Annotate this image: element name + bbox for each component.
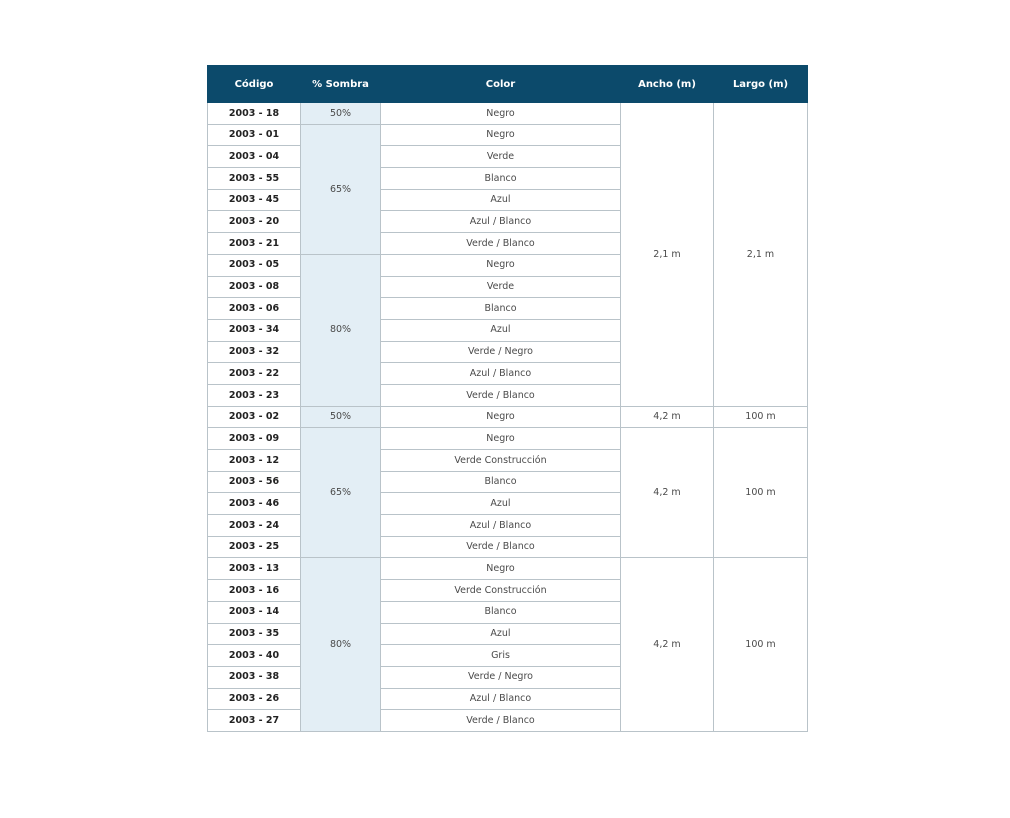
cell-color: Blanco bbox=[381, 168, 621, 190]
cell-color: Verde Construcción bbox=[381, 580, 621, 602]
header-row bbox=[208, 66, 808, 103]
cell-code: 2003 - 23 bbox=[208, 384, 301, 406]
cell-color: Negro bbox=[381, 124, 621, 146]
cell-color: Verde / Blanco bbox=[381, 384, 621, 406]
cell-color: Azul bbox=[381, 189, 621, 211]
cell-code: 2003 - 25 bbox=[208, 536, 301, 558]
product-table-container bbox=[207, 65, 807, 732]
cell-largo: 100 m bbox=[714, 558, 808, 732]
cell-color: Azul / Blanco bbox=[381, 688, 621, 710]
cell-color: Negro bbox=[381, 406, 621, 428]
cell-shade: 65% bbox=[301, 428, 381, 558]
cell-color: Blanco bbox=[381, 471, 621, 493]
cell-code: 2003 - 09 bbox=[208, 428, 301, 450]
cell-code: 2003 - 01 bbox=[208, 124, 301, 146]
cell-code: 2003 - 12 bbox=[208, 450, 301, 472]
cell-largo: 100 m bbox=[714, 406, 808, 428]
table-header bbox=[208, 66, 808, 103]
cell-color: Negro bbox=[381, 103, 621, 125]
cell-code: 2003 - 56 bbox=[208, 471, 301, 493]
cell-code: 2003 - 24 bbox=[208, 515, 301, 537]
cell-largo: 2,1 m bbox=[714, 103, 808, 407]
header-ancho: Ancho (m) bbox=[621, 66, 714, 103]
header-largo: Largo (m) bbox=[714, 66, 808, 103]
cell-color: Negro bbox=[381, 254, 621, 276]
cell-shade: 50% bbox=[301, 103, 381, 125]
cell-code: 2003 - 20 bbox=[208, 211, 301, 233]
header-code: Código bbox=[208, 66, 301, 103]
cell-code: 2003 - 32 bbox=[208, 341, 301, 363]
cell-shade: 65% bbox=[301, 124, 381, 254]
cell-color: Verde / Blanco bbox=[381, 710, 621, 732]
cell-code: 2003 - 13 bbox=[208, 558, 301, 580]
cell-ancho: 4,2 m bbox=[621, 428, 714, 558]
cell-code: 2003 - 26 bbox=[208, 688, 301, 710]
cell-code: 2003 - 05 bbox=[208, 254, 301, 276]
cell-color: Blanco bbox=[381, 601, 621, 623]
cell-code: 2003 - 46 bbox=[208, 493, 301, 515]
cell-ancho: 4,2 m bbox=[621, 406, 714, 428]
cell-code: 2003 - 55 bbox=[208, 168, 301, 190]
cell-color: Azul bbox=[381, 623, 621, 645]
cell-code: 2003 - 45 bbox=[208, 189, 301, 211]
cell-code: 2003 - 34 bbox=[208, 319, 301, 341]
cell-color: Verde / Negro bbox=[381, 341, 621, 363]
cell-color: Verde / Negro bbox=[381, 666, 621, 688]
cell-code: 2003 - 27 bbox=[208, 710, 301, 732]
cell-color: Blanco bbox=[381, 298, 621, 320]
cell-color: Negro bbox=[381, 558, 621, 580]
cell-ancho: 4,2 m bbox=[621, 558, 714, 732]
cell-code: 2003 - 04 bbox=[208, 146, 301, 168]
cell-color: Azul / Blanco bbox=[381, 363, 621, 385]
cell-shade: 80% bbox=[301, 254, 381, 406]
cell-code: 2003 - 06 bbox=[208, 298, 301, 320]
cell-code: 2003 - 18 bbox=[208, 103, 301, 125]
product-table bbox=[207, 65, 808, 732]
cell-color: Verde bbox=[381, 276, 621, 298]
cell-code: 2003 - 16 bbox=[208, 580, 301, 602]
table-row bbox=[208, 428, 808, 450]
cell-largo: 100 m bbox=[714, 428, 808, 558]
header-color: Color bbox=[381, 66, 621, 103]
cell-code: 2003 - 35 bbox=[208, 623, 301, 645]
header-shade: % Sombra bbox=[301, 66, 381, 103]
table-row bbox=[208, 558, 808, 580]
cell-color: Azul / Blanco bbox=[381, 211, 621, 233]
cell-color: Verde / Blanco bbox=[381, 536, 621, 558]
cell-code: 2003 - 38 bbox=[208, 666, 301, 688]
cell-code: 2003 - 21 bbox=[208, 233, 301, 255]
cell-code: 2003 - 08 bbox=[208, 276, 301, 298]
table-body bbox=[208, 103, 808, 732]
cell-color: Verde / Blanco bbox=[381, 233, 621, 255]
cell-shade: 50% bbox=[301, 406, 381, 428]
cell-color: Negro bbox=[381, 428, 621, 450]
cell-code: 2003 - 02 bbox=[208, 406, 301, 428]
cell-code: 2003 - 22 bbox=[208, 363, 301, 385]
cell-color: Gris bbox=[381, 645, 621, 667]
cell-shade: 80% bbox=[301, 558, 381, 732]
cell-color: Verde bbox=[381, 146, 621, 168]
cell-color: Azul bbox=[381, 319, 621, 341]
cell-color: Verde Construcción bbox=[381, 450, 621, 472]
cell-ancho: 2,1 m bbox=[621, 103, 714, 407]
cell-color: Azul / Blanco bbox=[381, 515, 621, 537]
table-row bbox=[208, 103, 808, 125]
cell-color: Azul bbox=[381, 493, 621, 515]
cell-code: 2003 - 14 bbox=[208, 601, 301, 623]
cell-code: 2003 - 40 bbox=[208, 645, 301, 667]
table-row bbox=[208, 406, 808, 428]
